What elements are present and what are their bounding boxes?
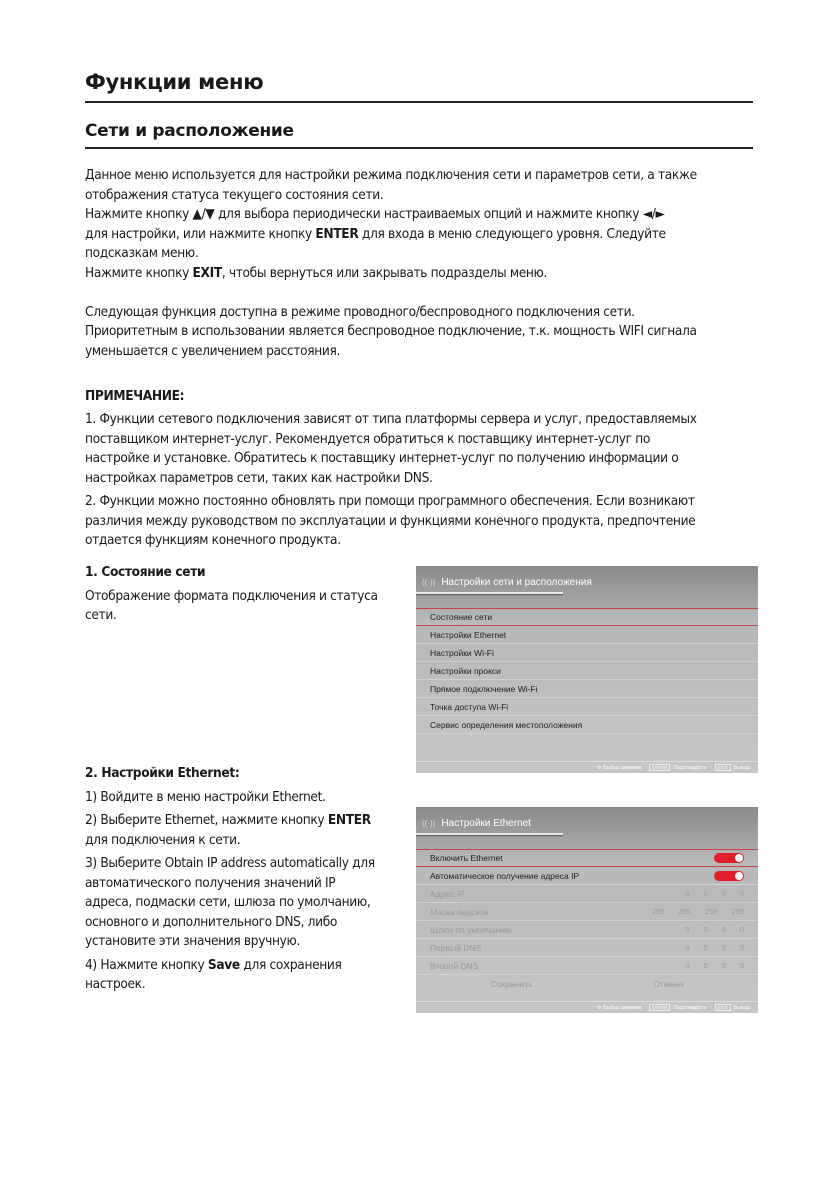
menu-item[interactable] bbox=[416, 698, 758, 716]
text: 0 bbox=[685, 889, 690, 898]
text: для входа в меню следующего уровня. Следуйте bbox=[358, 225, 666, 242]
network-icon: ((·)) bbox=[422, 578, 436, 587]
text: Настройки Ethernet bbox=[430, 629, 507, 640]
text: Save bbox=[207, 956, 240, 973]
text: Выход bbox=[733, 764, 750, 771]
toggle-row[interactable] bbox=[416, 849, 758, 867]
network-icon: ((·)) bbox=[422, 819, 436, 828]
text: Включить Ethernet bbox=[430, 853, 503, 863]
text: Выход bbox=[733, 1004, 750, 1011]
text: отдается функциям конечного продукта. bbox=[85, 532, 341, 548]
ip-row bbox=[416, 903, 758, 921]
section-rule bbox=[85, 147, 753, 149]
text: 1) Войдите в меню настройки Ethernet. bbox=[85, 788, 326, 805]
text: ENTER bbox=[649, 764, 670, 771]
text: 0 bbox=[721, 943, 726, 952]
toggle-row[interactable] bbox=[416, 867, 758, 885]
title-rule bbox=[85, 101, 753, 103]
text: различия между руководством по эксплуатации и функциями конечного продукта, предпочтение bbox=[85, 512, 696, 529]
text: Настройки Wi-Fi bbox=[430, 647, 494, 658]
text: Шлюз по умолчанию bbox=[430, 924, 512, 935]
text: ENTER bbox=[315, 225, 359, 242]
text: установите эти значения вручную. bbox=[85, 933, 300, 949]
text: 255 bbox=[678, 907, 691, 916]
text: 0 bbox=[739, 961, 744, 970]
text: Маска подсети bbox=[430, 906, 489, 917]
menu-item[interactable] bbox=[416, 626, 758, 644]
section-network-status bbox=[85, 563, 378, 626]
text: Отображение формата подключения и статуса bbox=[85, 587, 378, 604]
text: Приоритетным в использовании является беспроводное подключение, т.к. мощность WIFI сигнала bbox=[85, 323, 697, 339]
text: настроек. bbox=[85, 976, 146, 992]
text: 0 bbox=[703, 961, 708, 970]
text: 3) Выберите Obtain IP address automatically для bbox=[85, 855, 375, 871]
page-title: Функции меню bbox=[85, 70, 264, 94]
text: сети. bbox=[85, 607, 117, 623]
text: для подключения к сети. bbox=[85, 831, 241, 848]
ip-row bbox=[416, 939, 758, 957]
text: для сохранения bbox=[239, 956, 342, 973]
ip-row bbox=[416, 921, 758, 939]
text: 1. Функции сетевого подключения зависят от типа платформы сервера и услуг, предоставляемых bbox=[85, 411, 697, 427]
tv-footer: ✣ Выбор режима ENTER Подтвердить EXIT Выход bbox=[416, 761, 758, 773]
menu-item[interactable] bbox=[416, 662, 758, 680]
text: Нажмите кнопку bbox=[85, 264, 193, 281]
text: 255 bbox=[651, 907, 665, 916]
menu-item[interactable] bbox=[416, 608, 758, 626]
text: 0 bbox=[739, 889, 744, 898]
ethernet-settings-screenshot bbox=[416, 807, 758, 1013]
text: для настройки, или нажмите кнопку bbox=[85, 225, 316, 242]
text: ENTER bbox=[327, 812, 371, 828]
text: Адрес IP bbox=[430, 888, 465, 899]
menu-item[interactable] bbox=[416, 716, 758, 734]
save-button[interactable]: Сохранить bbox=[490, 979, 533, 989]
section-title: Сети и расположение bbox=[85, 121, 294, 141]
text: 2) Выберите Ethernet, нажмите кнопку bbox=[85, 812, 328, 828]
text: 2. Функции можно постоянно обновлять при помощи программного обеспечения. Если возникают bbox=[85, 493, 695, 509]
text: 0 bbox=[703, 943, 708, 952]
text: EXIT bbox=[715, 764, 731, 771]
network-settings-screenshot bbox=[416, 566, 758, 773]
note-heading: ПРИМЕЧАНИЕ: bbox=[85, 387, 185, 404]
text: EXIT bbox=[715, 1004, 731, 1011]
menu-item[interactable] bbox=[416, 644, 758, 662]
text: отображения статуса текущего состояния сети. bbox=[85, 186, 384, 203]
text: 255 bbox=[704, 907, 718, 916]
text: подсказкам меню. bbox=[85, 245, 199, 261]
text: Точка доступа Wi-Fi bbox=[430, 701, 509, 712]
text: Выбор режима bbox=[603, 1004, 642, 1011]
text: EXIT bbox=[192, 264, 222, 281]
text: 4) Нажмите кнопку bbox=[85, 956, 208, 973]
text: 0 bbox=[703, 889, 708, 898]
text: 0 bbox=[721, 925, 726, 934]
text: Состояние сети bbox=[430, 612, 493, 622]
text: 0 bbox=[721, 961, 726, 970]
section-ethernet bbox=[85, 764, 375, 995]
text: уменьшается с увеличением расстояния. bbox=[85, 342, 341, 359]
text: Данное меню используется для настройки режима подключения сети и параметров сети, а также bbox=[85, 167, 697, 183]
text: 0 bbox=[685, 925, 690, 934]
text: 0 bbox=[739, 925, 744, 934]
text: автоматического получения значений IP bbox=[85, 874, 336, 891]
text: 2. Настройки Ethernet: bbox=[85, 765, 240, 781]
text: Второй DNS bbox=[430, 960, 479, 971]
text: настройке и установке. Обратитесь к поставщику интернет-услуг по получению информации о bbox=[85, 450, 679, 466]
intro-text bbox=[85, 166, 697, 551]
text: поставщиком интернет-услуг. Рекомендуется обратиться к поставщику интернет-услуг по bbox=[85, 430, 651, 447]
toggle-switch[interactable] bbox=[714, 871, 744, 881]
text: Следующая функция доступна в режиме проводного/беспроводного подключения сети. bbox=[85, 303, 635, 320]
text: Автоматическое получение адреса IP bbox=[430, 870, 580, 881]
ip-row bbox=[416, 885, 758, 903]
text: Подтвердить bbox=[673, 764, 707, 771]
text: Прямое подключение Wi-Fi bbox=[430, 683, 538, 694]
toggle-switch[interactable] bbox=[714, 853, 744, 863]
text: 1. Состояние сети bbox=[85, 564, 206, 580]
tv-footer: ✣ Выбор режима ENTER Подтвердить EXIT Выход bbox=[416, 1001, 758, 1013]
text: ENTER bbox=[649, 1004, 670, 1011]
ip-row bbox=[416, 957, 758, 975]
text: Выбор режима bbox=[603, 764, 642, 771]
text: Настройки прокси bbox=[430, 665, 501, 676]
text: , чтобы вернуться или закрывать подразделы меню. bbox=[221, 264, 548, 281]
menu-item[interactable] bbox=[416, 680, 758, 698]
text: настройках параметров сети, таких как настройки DNS. bbox=[85, 469, 433, 486]
text: основного и дополнительного DNS, либо bbox=[85, 913, 338, 930]
text: 0 bbox=[685, 961, 690, 970]
text: адреса, подмаски сети, шлюза по умолчанию, bbox=[85, 894, 371, 910]
text: 0 bbox=[739, 943, 744, 952]
text: Первый DNS bbox=[430, 942, 482, 953]
cancel-button[interactable]: Отмена bbox=[653, 979, 684, 989]
text: Сервис определения местоположения bbox=[430, 719, 583, 730]
text: 0 bbox=[703, 925, 708, 934]
text: 255 bbox=[731, 907, 744, 916]
text: 0 bbox=[685, 943, 690, 952]
text: Нажмите кнопку ▲/▼ для выбора периодически настраиваемых опций и нажмите кнопку ◄/► bbox=[85, 206, 665, 222]
text: 0 bbox=[721, 889, 726, 898]
text: Подтвердить bbox=[673, 1004, 707, 1011]
tv-title: Настройки сети и расположения bbox=[441, 577, 592, 588]
tv-title: Настройки Ethernet bbox=[441, 818, 531, 829]
